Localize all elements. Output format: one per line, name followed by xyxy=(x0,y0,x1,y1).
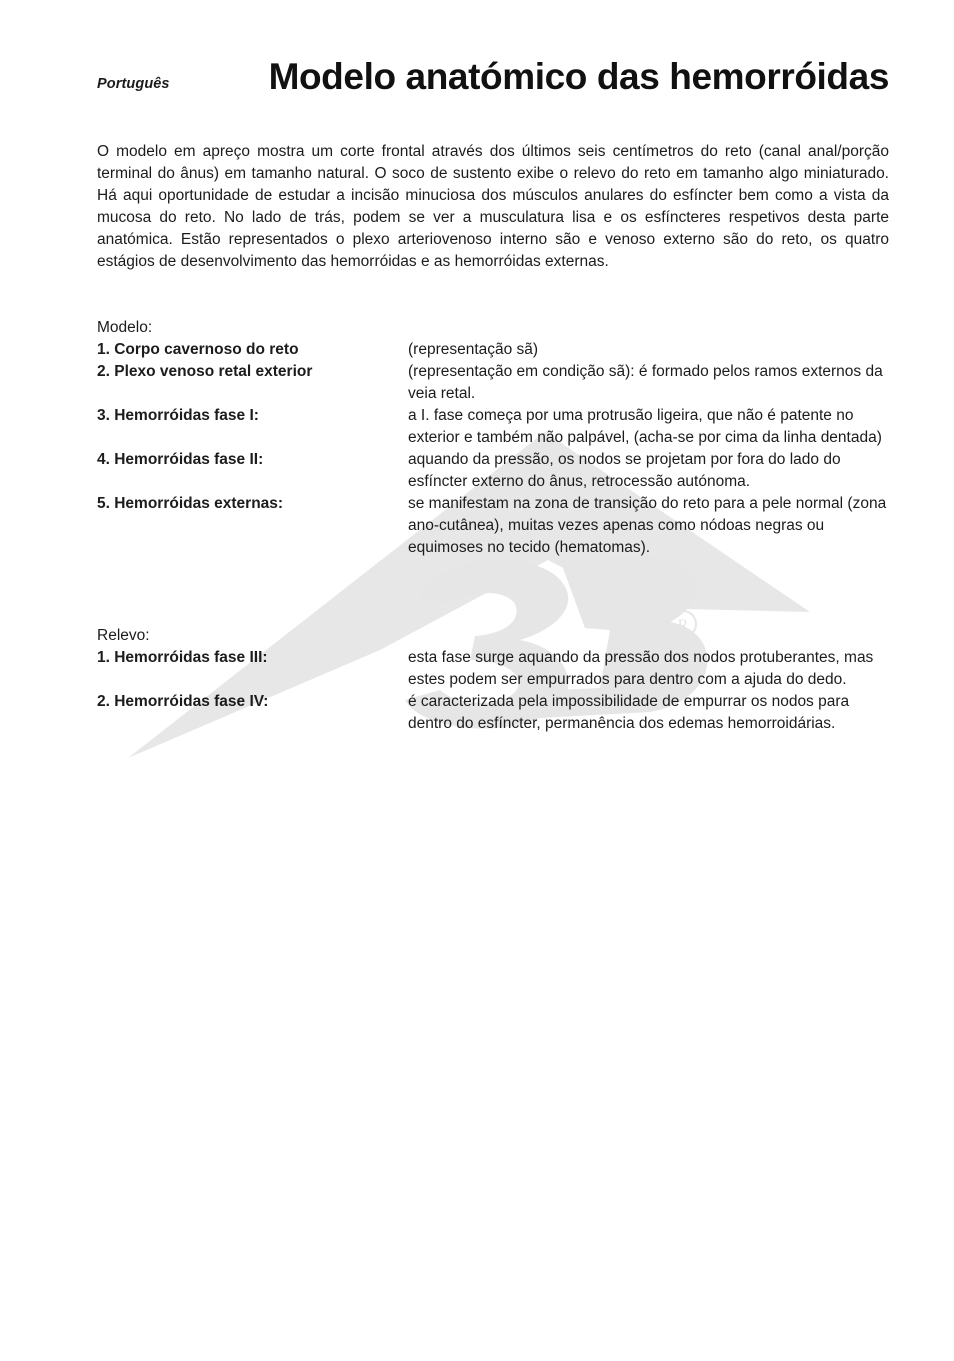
relief-section xyxy=(97,625,889,735)
model-item-term: 2. Plexo venoso retal exterior xyxy=(97,363,313,380)
model-heading: Modelo: xyxy=(97,319,153,336)
document-page xyxy=(97,0,889,732)
relief-item xyxy=(97,691,889,735)
relief-item-definition: é caracterizada pela impossibilidade de empurrar os nodos para dentro do esfíncter, permanência dos edemas hemorroidárias. xyxy=(408,693,850,732)
model-item-term: 1. Corpo cavernoso do reto xyxy=(97,341,299,358)
model-item-term: 3. Hemorróidas fase I: xyxy=(97,407,259,424)
model-item-definition: se manifestam na zona de transição do reto para a pele normal (zona ano-cutânea), muitas vezes apenas como nódoas negras ou equimoses no tecido (hematomas). xyxy=(408,495,887,556)
model-item xyxy=(97,405,889,449)
model-item-term: 5. Hemorróidas externas: xyxy=(97,495,284,512)
language-label: Português xyxy=(97,76,170,92)
intro-paragraph: O modelo em apreço mostra um corte frontal através dos últimos seis centímetros do reto (canal anal/porção terminal do ânus) em tamanho natural. O soco de sustento exibe o relevo do reto em tamanho algo miniaturado. Há aqui oportunidade de estudar a incisão minuciosa dos músculos anulares do esfíncter bem como a vista da mucosa do reto. No lado de trás, podem se ver a musculatura lisa e os esfíncteres respetivos desta parte anatómica. Estão representados o plexo arteriovenoso interno são e venoso externo são do reto, os quatro estágios de desenvolvimento das hemorróidas e as hemorróidas externas. xyxy=(97,143,889,270)
svg-text:R: R xyxy=(677,617,689,634)
page-title: Modelo anatómico das hemorróidas xyxy=(268,56,889,97)
model-item xyxy=(97,361,889,405)
relief-item-term: 1. Hemorróidas fase III: xyxy=(97,649,268,666)
model-item xyxy=(97,493,889,559)
relief-item xyxy=(97,647,889,691)
model-section xyxy=(97,317,889,559)
model-item-definition: (representação sã) xyxy=(408,341,539,358)
model-item xyxy=(97,339,889,361)
model-item-term: 4. Hemorróidas fase II: xyxy=(97,451,264,468)
relief-item-term: 2. Hemorróidas fase IV: xyxy=(97,693,269,710)
model-item xyxy=(97,449,889,493)
model-item-definition: a I. fase começa por uma protrusão ligeira, que não é patente no exterior e também não palpável, (acha-se por cima da linha dentada) xyxy=(408,407,882,446)
relief-heading: Relevo: xyxy=(97,627,150,644)
model-item-definition: (representação em condição sã): é formado pelos ramos externos da veia retal. xyxy=(408,363,883,402)
document-header xyxy=(97,0,889,110)
relief-item-definition: esta fase surge aquando da pressão dos nodos protuberantes, mas estes podem ser empurrados para dentro com a ajuda do dedo. xyxy=(408,649,874,688)
model-item-definition: aquando da pressão, os nodos se projetam por fora do lado do esfíncter externo do ânus, retrocessão autónoma. xyxy=(408,451,841,490)
